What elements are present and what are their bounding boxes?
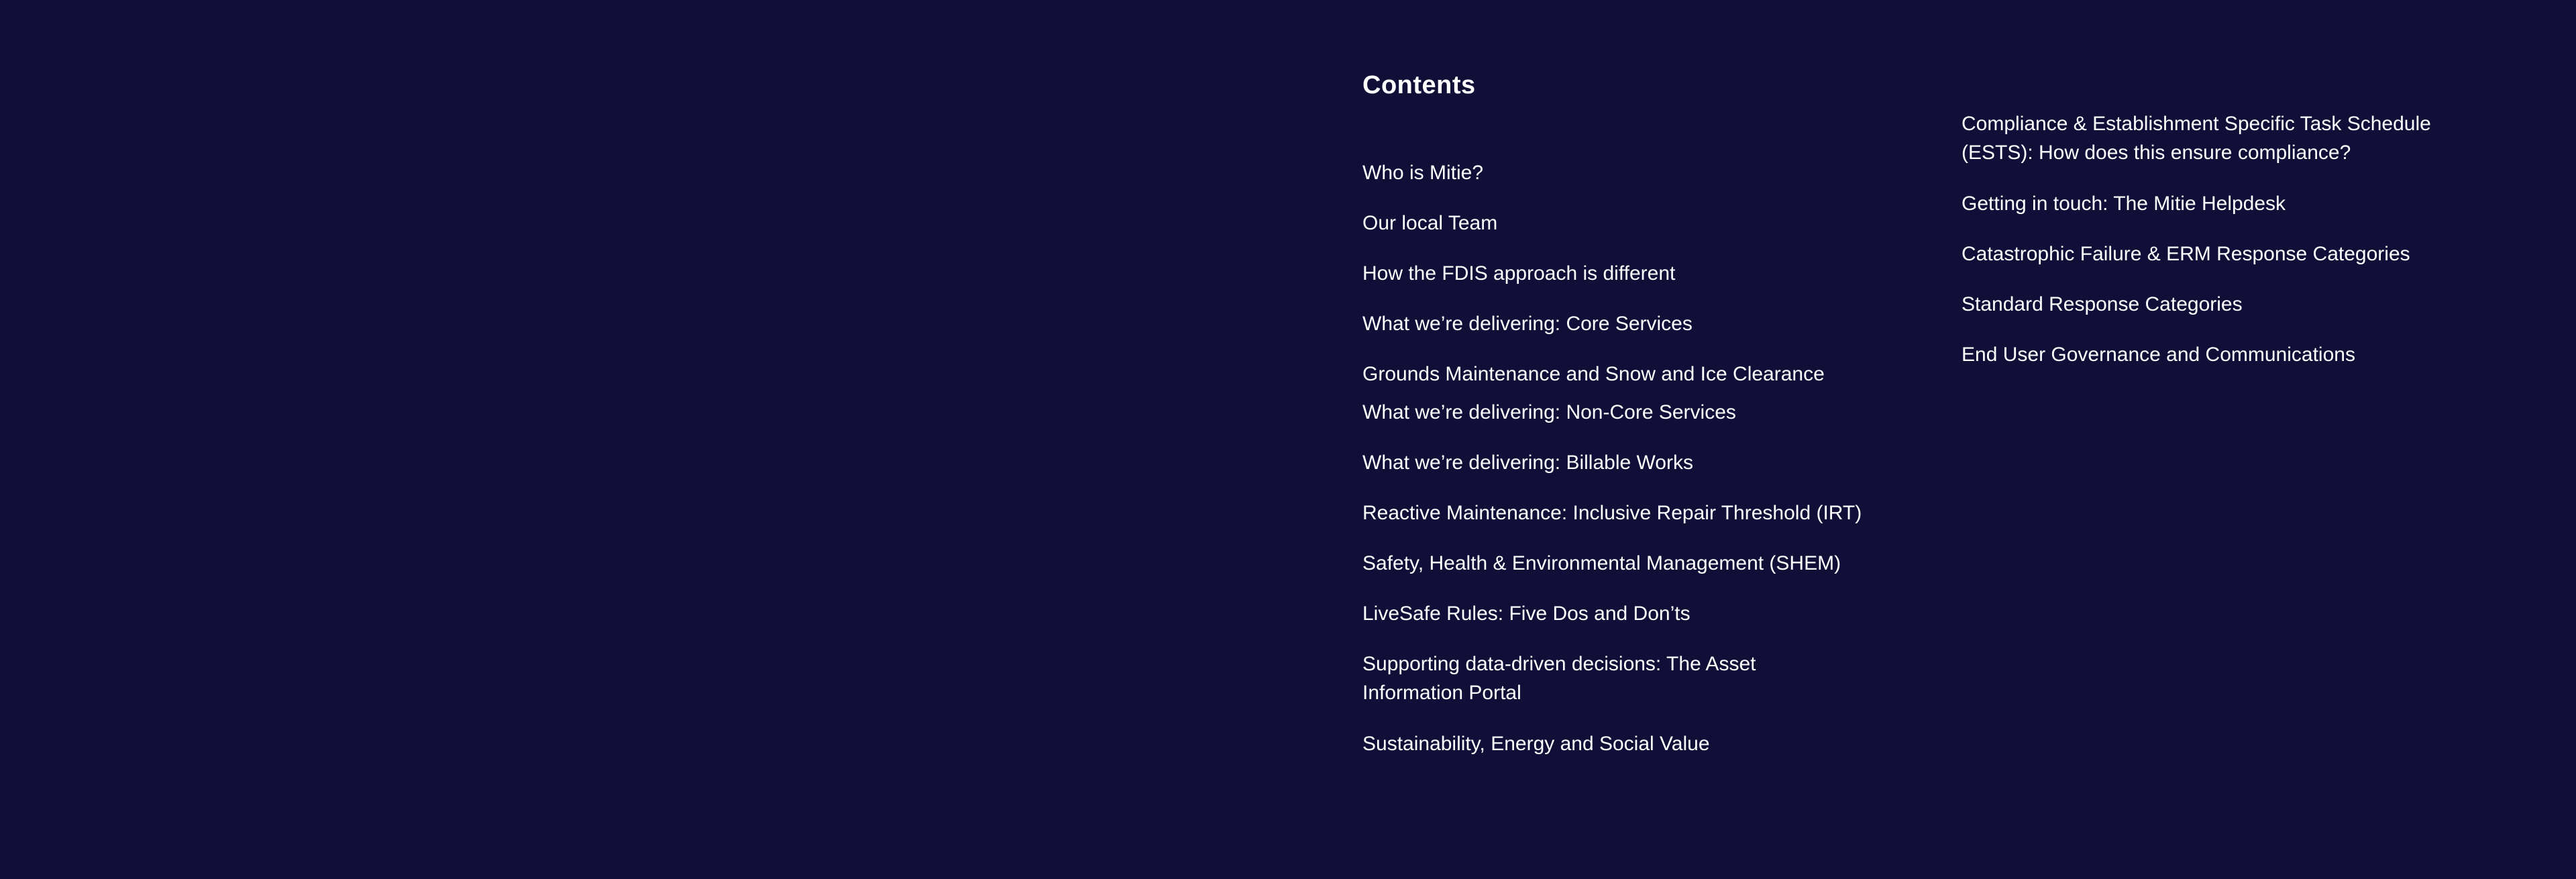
toc-item-sustainability[interactable]: Sustainability, Energy and Social Value [1362, 733, 1710, 755]
toc-item-catastrophic-failure[interactable]: Catastrophic Failure & ERM Response Categories [1962, 243, 2410, 265]
toc-item-shem[interactable]: Safety, Health & Environmental Management (SHEM) [1362, 552, 1841, 574]
toc-item-local-team[interactable]: Our local Team [1362, 212, 1498, 234]
toc-item-reactive-maintenance[interactable]: Reactive Maintenance: Inclusive Repair Threshold (IRT) [1362, 502, 1862, 524]
toc-item-who-is-mitie[interactable]: Who is Mitie? [1362, 162, 1484, 184]
toc-item-billable-works[interactable]: What we’re delivering: Billable Works [1362, 452, 1693, 474]
contents-heading: Contents [1362, 71, 1476, 99]
toc-item-end-user-governance[interactable]: End User Governance and Communications [1962, 344, 2355, 366]
toc-item-fdis-approach[interactable]: How the FDIS approach is different [1362, 262, 1676, 285]
toc-item-core-services[interactable]: What we’re delivering: Core Services [1362, 313, 1693, 335]
toc-item-grounds-maintenance[interactable]: Grounds Maintenance and Snow and Ice Clearance [1362, 363, 1825, 385]
toc-item-asset-information-portal[interactable]: Supporting data-driven decisions: The Asset Information Portal [1362, 653, 1756, 704]
toc-item-mitie-helpdesk[interactable]: Getting in touch: The Mitie Helpdesk [1962, 193, 2286, 215]
toc-item-compliance-ests[interactable]: Compliance & Establishment Specific Task Schedule (ESTS): How does this ensure compliance? [1962, 113, 2431, 164]
toc-item-non-core-services[interactable]: What we’re delivering: Non-Core Services [1362, 401, 1736, 423]
toc-item-livesafe-rules[interactable]: LiveSafe Rules: Five Dos and Don’ts [1362, 603, 1690, 625]
toc-item-standard-response[interactable]: Standard Response Categories [1962, 293, 2243, 315]
